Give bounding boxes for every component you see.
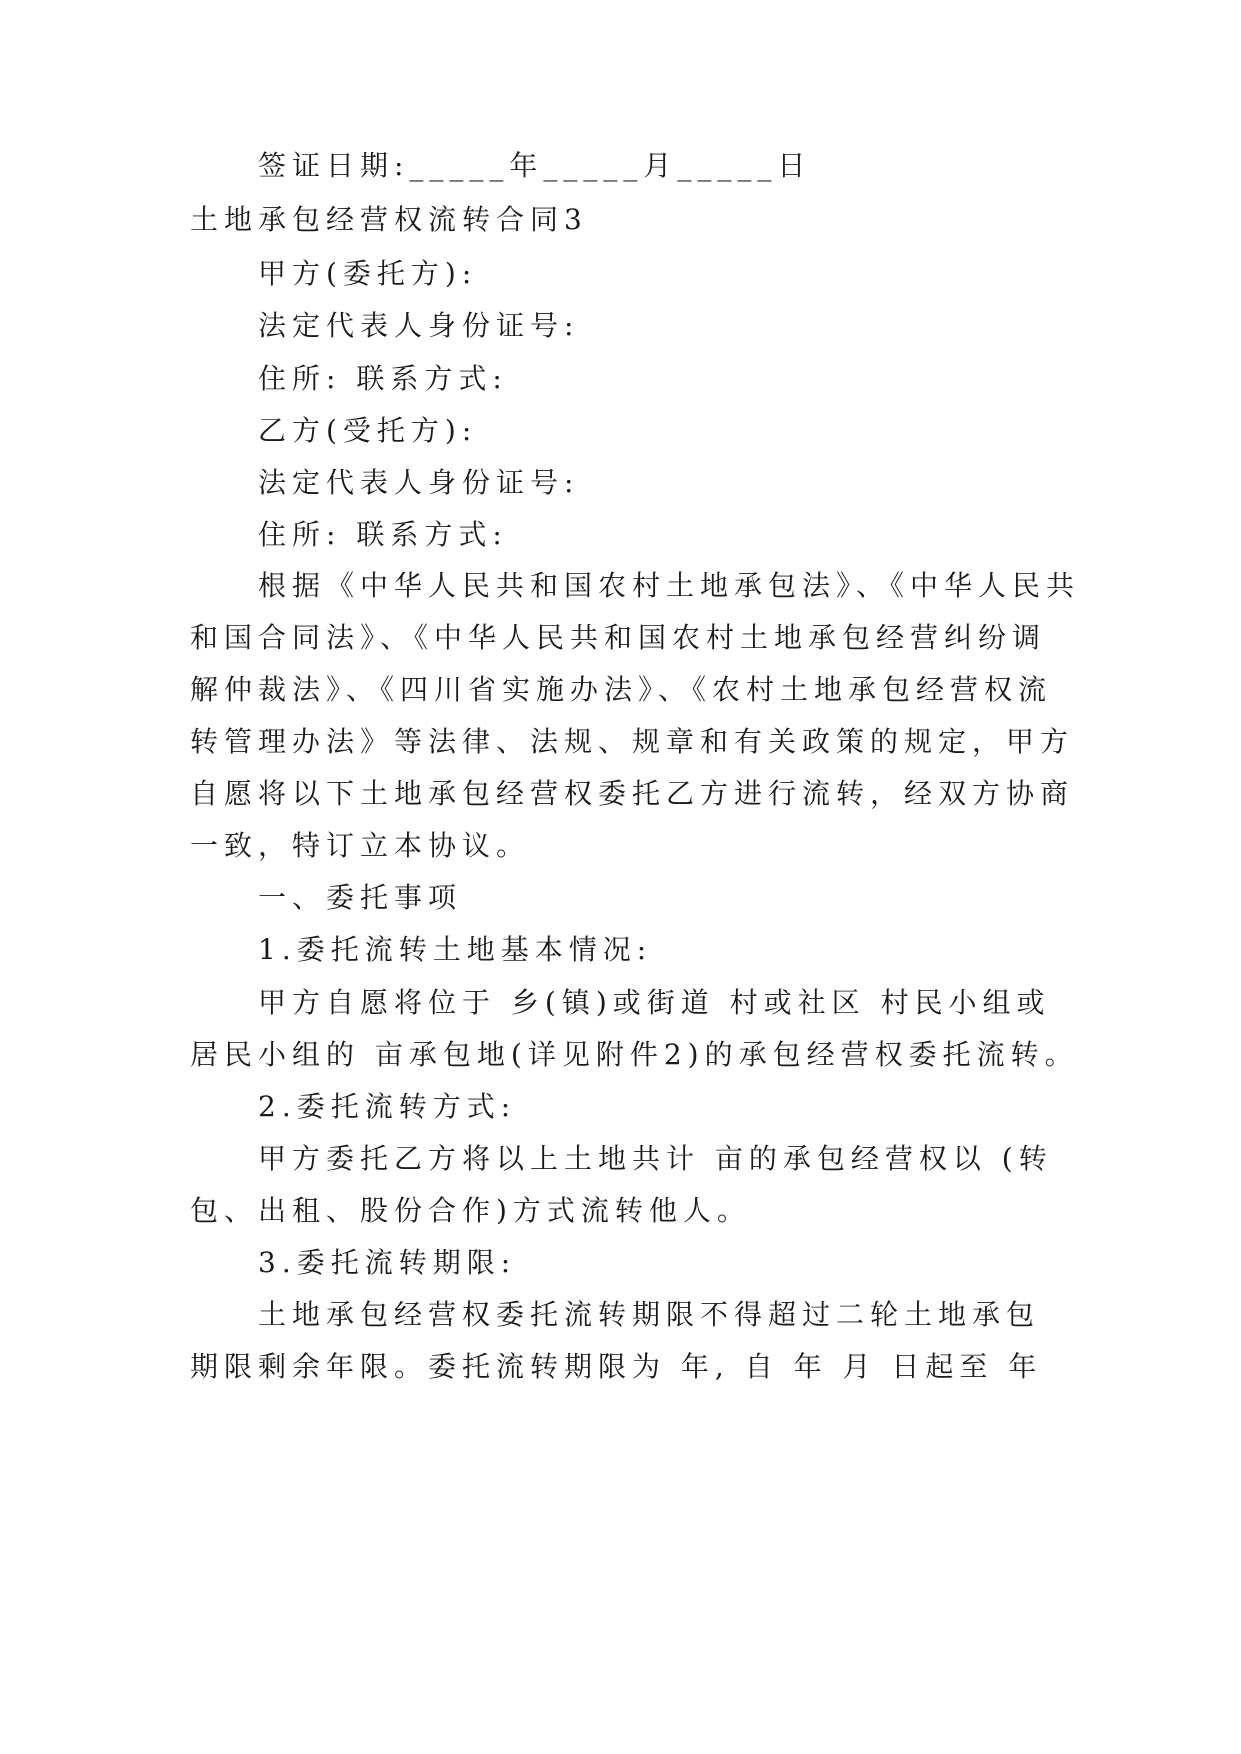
subsection-heading: 2.委托流转方式:	[258, 1090, 517, 1123]
body-text-line: 期限剩余年限。委托流转期限为 年, 自 年 月 日起至 年	[190, 1350, 1043, 1383]
party-a-id-line: 法定代表人身份证号:	[258, 309, 580, 342]
subsection-heading: 3.委托流转期限:	[258, 1246, 517, 1279]
body-text-line: 土地承包经营权委托流转期限不得超过二轮土地承包	[258, 1298, 1041, 1331]
party-a-address-line: 住所: 联系方式:	[258, 362, 508, 395]
party-b-id-line: 法定代表人身份证号:	[258, 466, 580, 499]
body-text-line: 根据《中华人民共和国农村土地承包法》、《中华人民共	[258, 569, 1081, 602]
body-text-line: 转管理办法》等法律、法规、规章和有关政策的规定，甲方	[190, 725, 1075, 758]
contract-title: 土地承包经营权流转合同3	[190, 203, 588, 236]
body-text-line: 和国合同法》、《中华人民共和国农村土地承包经营纠纷调	[190, 621, 1047, 654]
body-text-line: 解仲裁法》、《四川省实施办法》、《农村土地承包经营权流	[190, 673, 1053, 706]
visa-date-line: 签证日期:_____年_____月_____日	[258, 149, 812, 182]
party-b-line: 乙方(受托方):	[258, 414, 478, 447]
body-text-line: 居民小组的 亩承包地(详见附件2)的承包经营权委托流转。	[190, 1038, 1079, 1071]
body-text-line: 包、出租、股份合作)方式流转他人。	[190, 1194, 751, 1227]
party-b-address-line: 住所: 联系方式:	[258, 518, 508, 551]
subsection-heading: 1.委托流转土地基本情况:	[258, 933, 653, 966]
party-a-line: 甲方(委托方):	[258, 257, 478, 290]
body-text-line: 自愿将以下土地承包经营权委托乙方进行流转，经双方协商	[190, 777, 1075, 810]
body-text-line: 甲方委托乙方将以上土地共计 亩的承包经营权以 (转	[258, 1142, 1053, 1175]
body-text-line: 甲方自愿将位于 乡(镇)或街道 村或社区 村民小组或	[258, 986, 1051, 1019]
section-heading: 一、委托事项	[258, 881, 463, 914]
body-text-line: 一致，特订立本协议。	[190, 829, 531, 862]
